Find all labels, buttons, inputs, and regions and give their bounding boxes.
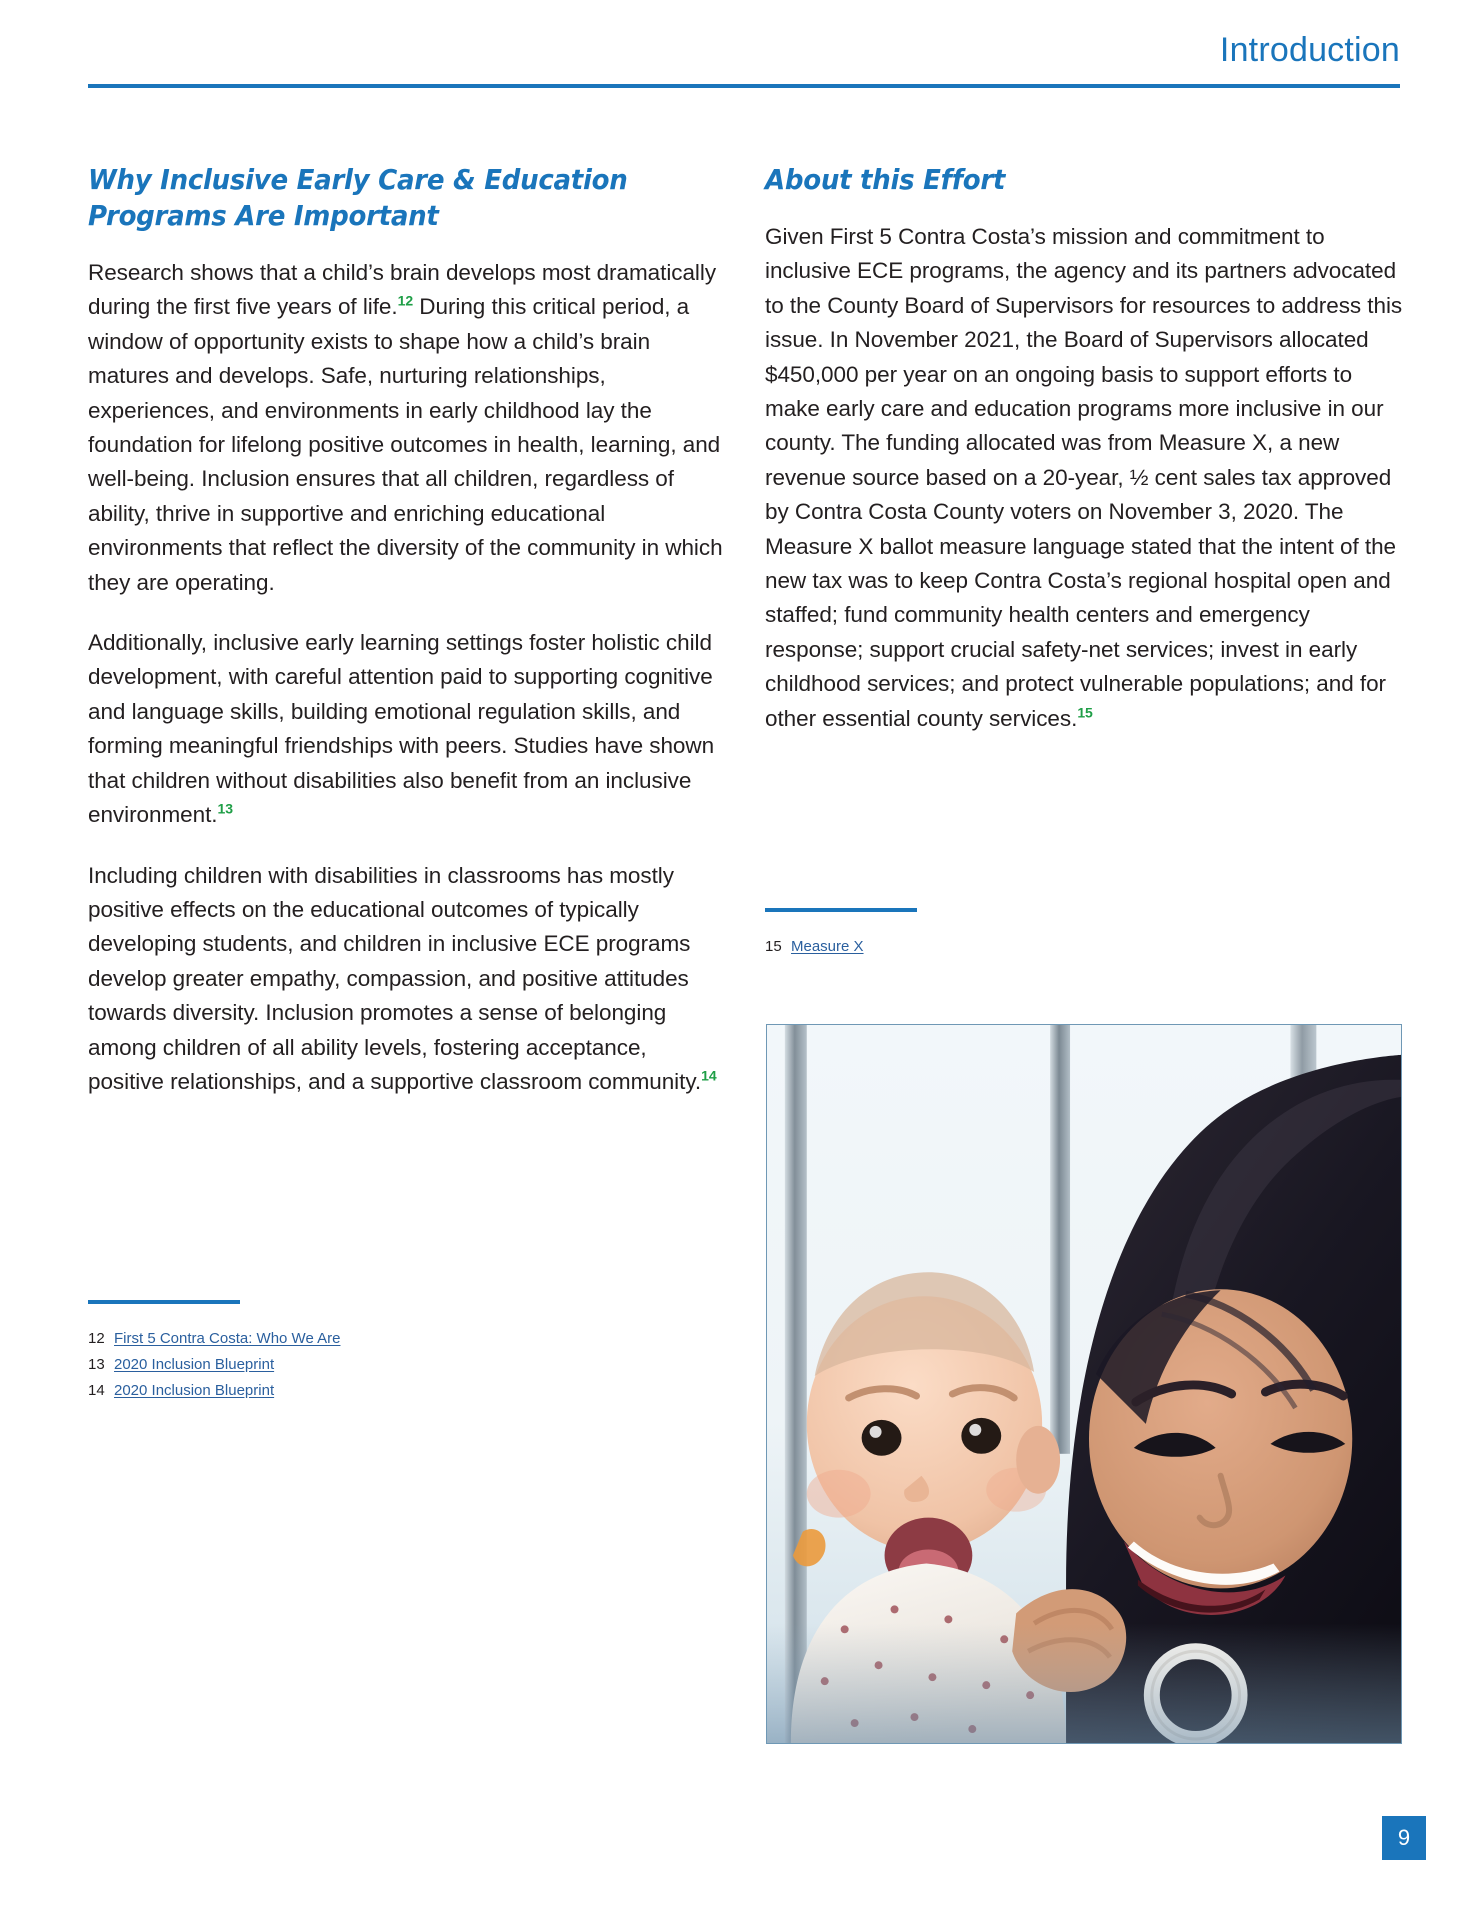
paragraph-research-text-b: During this critical period, a window of opportunity exists to shape how a child’s brain matures and develops. Safe, nurturing relationships, experiences, and environments in early childhood lay the foundation for lifelong positive outcomes in health, learning, and well-being. Inclusion ensures that all children, regardless of ability, thrive in supportive and enriching educational environments that reflect the diversity of the community in which they are operating. [88,294,723,595]
paragraph-additionally [88,626,728,832]
heading-line-2: Programs Are Important [88,199,439,232]
footnote-item [765,934,1405,960]
paragraph-about-effort [765,220,1405,736]
footnote-marker-13[interactable]: 13 [217,800,233,817]
right-column [765,162,1405,736]
footnote-item [88,1378,728,1404]
footnote-number: 15 [765,938,782,955]
photo-illustration [767,1025,1401,1743]
right-column-heading [765,162,1360,198]
footnote-marker-14[interactable]: 14 [701,1067,717,1084]
footnote-marker-15[interactable]: 15 [1077,704,1093,721]
page-number-badge: 9 [1382,1816,1426,1860]
footnote-item [88,1352,728,1378]
left-column [88,162,728,1099]
footnote-divider-left [88,1300,240,1304]
page-header [88,28,1400,90]
footnote-link-inclusion-blueprint-14[interactable]: 2020 Inclusion Blueprint [114,1382,275,1399]
footnote-number: 13 [88,1356,105,1373]
left-column-footnotes [88,1300,728,1404]
footnote-item [88,1326,728,1352]
right-column-footnotes [765,908,1405,960]
footnote-link-first-5-contra-costa[interactable]: First 5 Contra Costa: Who We Are [114,1330,341,1347]
heading-line-1: Why Inclusive Early Care & Education [88,163,628,196]
paragraph-research [88,256,728,600]
header-divider [88,84,1400,88]
paragraph-including-text: Including children with disabilities in classrooms has mostly positive effects on the educational outcomes of typically developing students, and children in inclusive ECE programs develop greater empathy, compassion, and positive attitudes towards diversity. Inclusion promotes a sense of belonging among children of all ability levels, fostering acceptance, positive relationships, and a supportive classroom community. [88,862,702,1094]
footnote-number: 12 [88,1330,105,1347]
footnote-divider-right [765,908,917,912]
left-column-heading [88,162,683,234]
paragraph-additionally-text: Additionally, inclusive early learning settings foster holistic child development, with careful attention paid to supporting cognitive and language skills, building emotional regulation skills, and forming meaningful friendships with peers. Studies have shown that children without disabilities also benefit from an inclusive environment. [88,630,715,828]
footnote-marker-12[interactable]: 12 [397,292,414,309]
paragraph-about-effort-text: Given First 5 Contra Costa’s mission and commitment to inclusive ECE programs, the agency and its partners advocated to the County Board of Supervisors for resources to address this issue. In November 2021, the Board of Supervisors allocated $450,000 per year on an ongoing basis to support efforts to make early care and education programs more inclusive in our county. The funding allocated was from Measure X, a new revenue source based on a 20-year, ½ cent sales tax approved by Contra Costa County voters on November 3, 2020. The Measure X ballot measure language stated that the intent of the new tax was to keep Contra Costa’s regional hospital open and staffed; fund community health centers and emergency response; support crucial safety-net services; invest in early childhood services; and protect vulnerable populations; and for other essential county services. [765,224,1403,731]
paragraph-research-text-a: Research shows that a child’s brain develops most dramatically during the first five years of life. [88,260,717,320]
footnote-link-measure-x[interactable]: Measure X [791,938,864,955]
footnote-number: 14 [88,1382,105,1399]
paragraph-including [88,859,728,1100]
heading-about-this-effort: About this Effort [765,163,1006,196]
photo-woman-and-baby [766,1024,1402,1744]
page-title: Introduction [1219,31,1400,69]
footnote-link-inclusion-blueprint-13[interactable]: 2020 Inclusion Blueprint [114,1356,275,1373]
